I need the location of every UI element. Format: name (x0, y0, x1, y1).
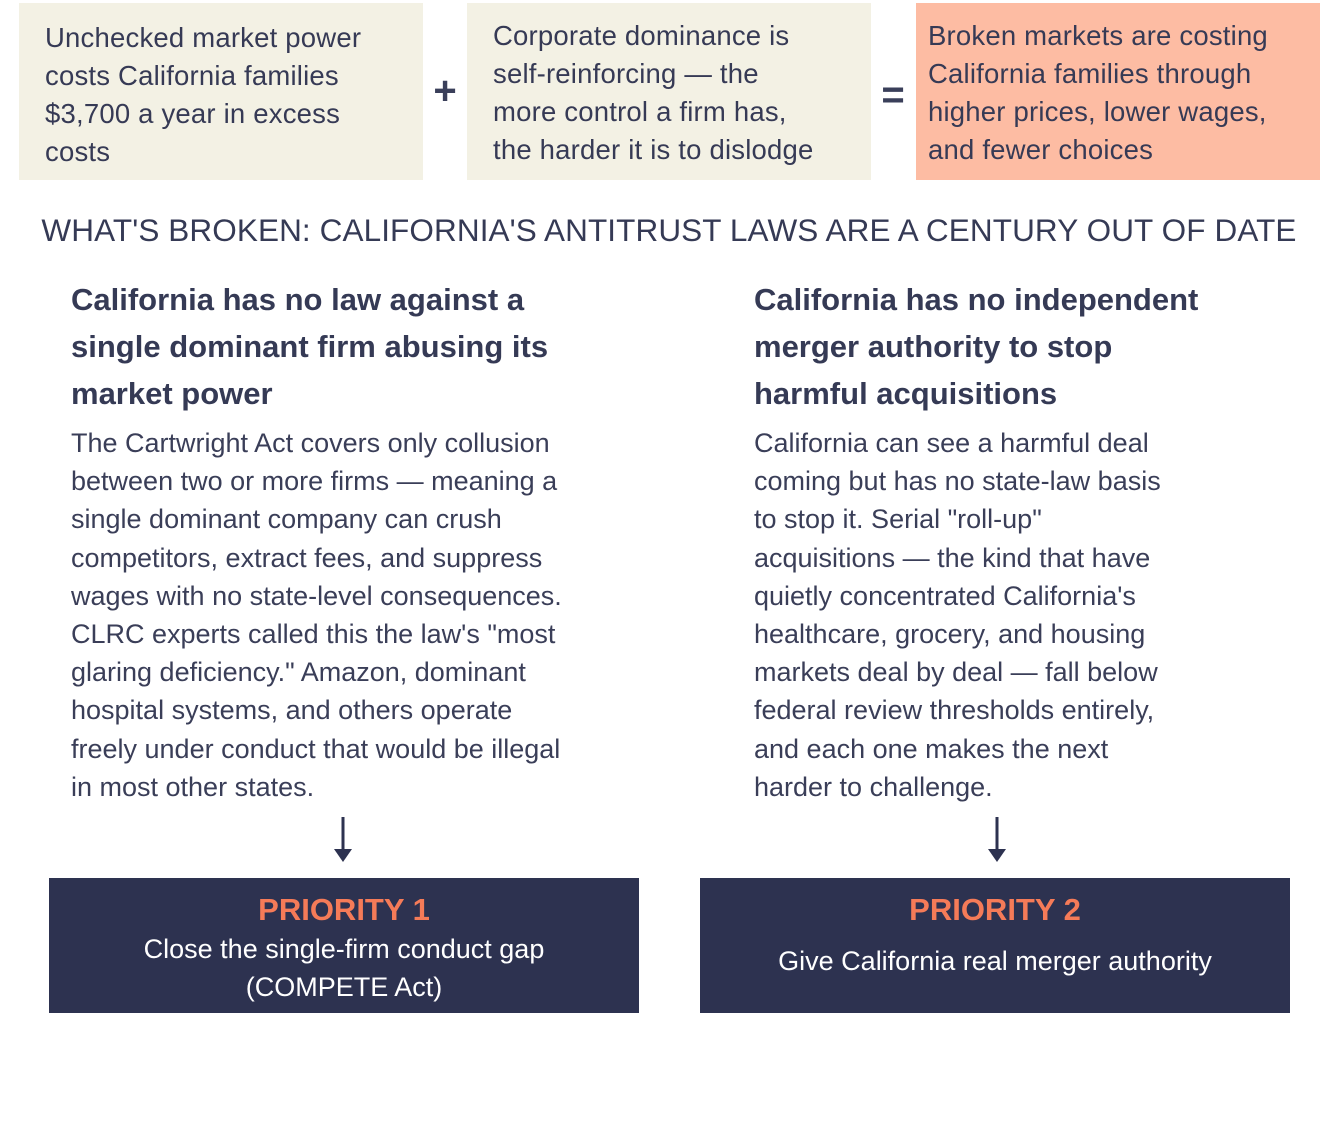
left-column-title: California has no law against a single dominant firm abusing its market power (71, 282, 549, 411)
priority-1-box (49, 878, 639, 1013)
section-headline: WHAT'S BROKEN: CALIFORNIA'S ANTITRUST LAWS ARE A CENTURY OUT OF DATE (41, 212, 1297, 248)
result-box-broken-markets: Broken markets are costing California families through higher prices, lower wages, and fewer choices (916, 3, 1320, 180)
down-arrow-icon (331, 815, 355, 863)
down-arrow-icon (985, 815, 1009, 863)
priority-2-text: Give California real merger authority (778, 946, 1212, 976)
left-column-body: The Cartwright Act covers only collusion between two or more firms — meaning a single dominant company can crush competitors, extract fees, and suppress wages with no state-level consequences. CLRC experts called this the law's "most glaring deficiency." Amazon, dominant hospital systems, and others operate freely under conduct that would be illegal in most other states. (71, 428, 562, 802)
right-column-body: California can see a harmful deal coming but has no state-law basis to stop it. Serial "roll-up" acquisitions — the kind that have quietly concentrated California's healthcare, grocery, and housing markets deal by deal — fall below federal review thresholds entirely, and each one makes the next harder to challenge. (754, 428, 1161, 802)
cause-box-dominance: Corporate dominance is self-reinforcing — the more control a firm has, the harder it is to dislodge (467, 3, 871, 180)
priority-1-label: PRIORITY 1 (258, 892, 430, 927)
plus-sign: + (433, 69, 457, 113)
priority-2-label: PRIORITY 2 (909, 892, 1081, 927)
equals-sign: = (881, 73, 905, 117)
priority-2-box (700, 878, 1290, 1013)
priority-1-text: Close the single-firm conduct gap (COMPETE Act) (143, 934, 545, 1002)
right-column-title: California has no independent merger authority to stop harmful acquisitions (754, 282, 1199, 411)
cause-box-market-power: Unchecked market power costs California families $3,700 a year in excess costs (19, 3, 423, 180)
